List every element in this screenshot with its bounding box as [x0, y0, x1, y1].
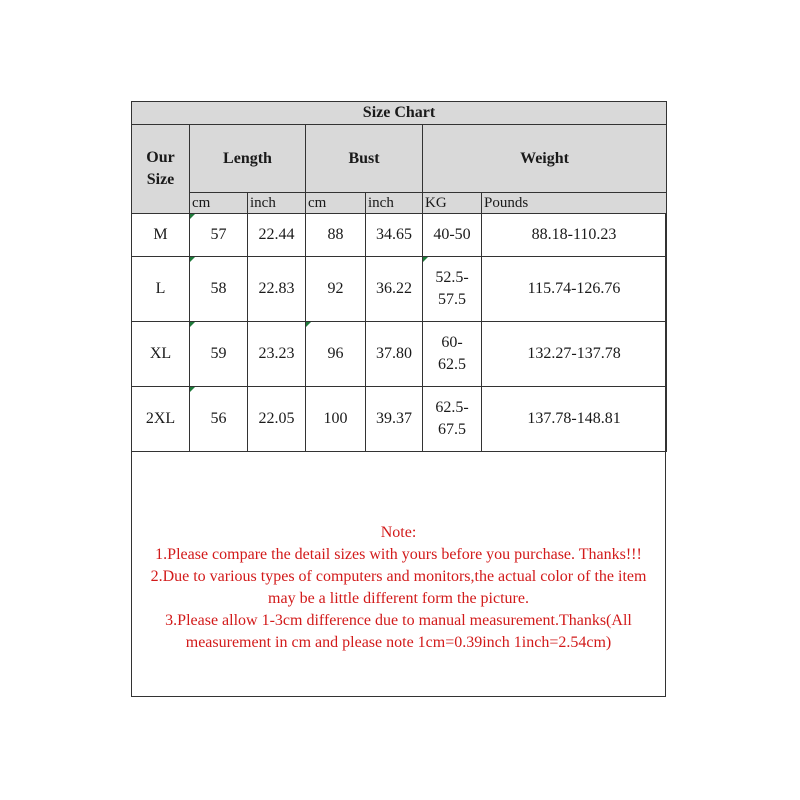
- length-inch-cell: 22.05: [248, 387, 306, 452]
- chart-title: Size Chart: [132, 102, 667, 125]
- header-weight: Weight: [423, 125, 667, 193]
- bust-cm-cell: 88: [306, 214, 366, 257]
- notes-heading: Note:: [380, 524, 417, 541]
- units-row: [132, 193, 667, 214]
- length-cm-cell: 58: [190, 257, 248, 322]
- bust-inch-cell: 37.80: [366, 322, 423, 387]
- pounds-cell: 88.18-110.23: [482, 214, 667, 257]
- unit-bust-cm: cm: [306, 193, 366, 214]
- bust-inch-cell: 34.65: [366, 214, 423, 257]
- unit-length-inch: inch: [248, 193, 306, 214]
- note-line-1: 1.Please compare the detail sizes with yours before you purchase. Thanks!!!: [155, 546, 642, 563]
- notes-block: [132, 522, 665, 654]
- size-cell: L: [132, 257, 190, 322]
- header-our-size: Our Size: [132, 125, 190, 214]
- bust-cm-cell: 100: [306, 387, 366, 452]
- unit-length-cm: cm: [190, 193, 248, 214]
- pounds-cell: 132.27-137.78: [482, 322, 667, 387]
- length-cm-cell: 59: [190, 322, 248, 387]
- note-line-2b: may be a little different form the picture.: [268, 590, 529, 607]
- size-cell: M: [132, 214, 190, 257]
- length-cm-cell: 57: [190, 214, 248, 257]
- pounds-cell: 137.78-148.81: [482, 387, 667, 452]
- length-cm-cell: 56: [190, 387, 248, 452]
- note-line-2a: 2.Due to various types of computers and monitors,the actual color of the item: [150, 568, 647, 585]
- unit-bust-inch: inch: [366, 193, 423, 214]
- table-row: [132, 387, 667, 452]
- kg-cell: 62.5-67.5: [423, 387, 482, 452]
- bust-cm-cell: 92: [306, 257, 366, 322]
- unit-weight-kg: KG: [423, 193, 482, 214]
- length-inch-cell: 22.44: [248, 214, 306, 257]
- bust-inch-cell: 36.22: [366, 257, 423, 322]
- table-row: [132, 257, 667, 322]
- title-row: [132, 102, 667, 125]
- length-inch-cell: 23.23: [248, 322, 306, 387]
- size-chart-table: [131, 101, 667, 452]
- header-row: [132, 125, 667, 193]
- size-chart-sheet: [131, 101, 666, 697]
- note-line-3a: 3.Please allow 1-3cm difference due to manual measurement.Thanks(All: [165, 612, 632, 629]
- bust-inch-cell: 39.37: [366, 387, 423, 452]
- header-length: Length: [190, 125, 306, 193]
- kg-cell: 60-62.5: [423, 322, 482, 387]
- length-inch-cell: 22.83: [248, 257, 306, 322]
- pounds-cell: 115.74-126.76: [482, 257, 667, 322]
- table-row: [132, 322, 667, 387]
- bust-cm-cell: 96: [306, 322, 366, 387]
- header-bust: Bust: [306, 125, 423, 193]
- kg-cell: 52.5-57.5: [423, 257, 482, 322]
- note-line-3b: measurement in cm and please note 1cm=0.39inch 1inch=2.54cm): [185, 634, 612, 651]
- size-cell: XL: [132, 322, 190, 387]
- kg-cell: 40-50: [423, 214, 482, 257]
- unit-weight-pounds: Pounds: [482, 193, 667, 214]
- table-row: [132, 214, 667, 257]
- size-cell: 2XL: [132, 387, 190, 452]
